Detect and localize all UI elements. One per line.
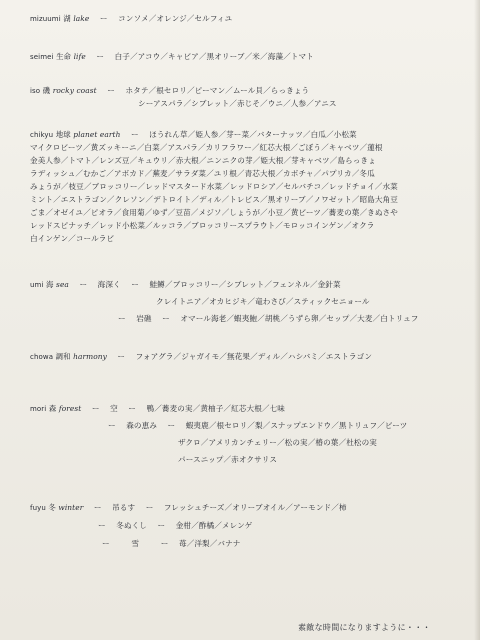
course-english: sea — [56, 280, 69, 289]
course-english: harmony — [73, 352, 107, 361]
dash: ー — [96, 52, 105, 61]
sub-label: 空 — [110, 404, 118, 413]
course-romaji: chikyu — [30, 131, 54, 139]
course-items: コンソメ／オレンジ／セルフィユ — [118, 14, 233, 23]
dash: ー — [98, 521, 106, 530]
dash: ー — [102, 539, 110, 548]
course-english: life — [73, 52, 86, 61]
dash: ー — [160, 539, 169, 548]
course-romaji: umi — [30, 281, 44, 289]
course-heading-chikyu — [30, 130, 357, 140]
course-kanji: 冬 — [48, 503, 56, 512]
course-kanji: 磯 — [42, 86, 51, 95]
course-heading-mori — [30, 404, 285, 414]
dash: ー — [130, 130, 139, 139]
course-heading-mizuumi — [30, 14, 232, 24]
course-items-continued: パースニップ／赤オクサリス — [178, 455, 278, 464]
course-kanji: 湖 — [63, 14, 71, 23]
course-romaji: mori — [30, 405, 47, 413]
course-items: ほうれん草／姫人参／芽ー菜／バターナッツ／白瓜／小松菜 — [149, 130, 357, 139]
dash: ー — [131, 280, 139, 289]
dash: ー — [108, 421, 116, 430]
dash: ー — [118, 314, 126, 323]
course-kanji: 調和 — [55, 352, 71, 361]
course-items-continued: 白インゲン／コールラビ — [30, 234, 115, 243]
course-items: 鮭鱒／ブロッコリー／シブレット／フェンネル／金針菜 — [149, 280, 341, 289]
dash: ー — [145, 503, 154, 512]
course-items-continued: ザクロ／アメリカンチェリー／松の実／椿の葉／杜松の実 — [178, 438, 377, 447]
course-items-continued: シーアスパラ／シブレット／赤じそ／ウニ／人参／アニス — [138, 99, 337, 108]
course-items: ホタテ／根セロリ／ピーマン／ムール貝／らっきょう — [125, 86, 310, 95]
course-items: 鴨／蕎麦の実／黄柚子／紅芯大根／七味 — [146, 404, 285, 413]
course-romaji: fuyu — [30, 504, 46, 512]
sub-label: 岩礁 — [136, 314, 152, 323]
course-english: planet earth — [73, 130, 121, 139]
dash: ー — [91, 404, 100, 413]
course-items-continued: みょうが／枝豆／ブロッコリー／レッドマスタード水菜／レッドロシア／セルバチコ／レッドチョイ／水菜 — [30, 182, 398, 191]
course-items-continued: ラディッシュ／むかご／アボカド／蕪麦／サラダ菜／ユリ根／青芯大根／カボチャ／パプリカ／冬瓜 — [30, 169, 375, 178]
course-heading-iso — [30, 86, 309, 96]
page-edge-shadow — [474, 0, 480, 640]
sub-course-yuki — [94, 539, 241, 549]
dash: ー — [93, 503, 102, 512]
course-romaji: mizuumi — [30, 15, 61, 23]
course-heading-umi — [30, 280, 341, 290]
course-items: 苺／洋梨／バナナ — [178, 539, 241, 548]
course-romaji: chowa — [30, 353, 54, 361]
dash: ー — [117, 352, 126, 361]
course-romaji: iso — [30, 87, 41, 95]
sub-course-mori-no-megumi — [100, 421, 407, 431]
dash: ー — [157, 521, 166, 530]
course-items: フレッシュチーズ／オリーブオイル／アーモンド／柿 — [163, 503, 347, 512]
course-heading-fuyu — [30, 503, 347, 513]
course-kanji: 地球 — [55, 130, 71, 139]
sub-label: 海深く — [97, 280, 121, 289]
sub-course-gansho — [110, 314, 418, 324]
course-items-continued: ミント／エストラゴン／クレソン／デトロイト／ディル／トレビス／黒オリーブ／ノワゼット／昭島大角豆 — [30, 195, 398, 204]
course-items: 白子／アコウ／キャビア／黒オリーブ／米／海藻／トマト — [114, 52, 314, 61]
dash: ー — [162, 314, 170, 323]
sub-label: 雪 — [131, 539, 140, 548]
course-kanji: 森 — [48, 404, 57, 413]
course-romaji: seimei — [30, 53, 54, 61]
course-items: 金柑／酢橘／メレンゲ — [175, 521, 253, 530]
sub-course-fuyu-nukushi — [90, 521, 252, 531]
course-items: オマール海老／蝦夷鮑／胡桃／うずら卵／セップ／大麦／白トリュフ — [180, 314, 419, 323]
course-kanji: 生命 — [56, 52, 72, 61]
course-kanji: 海 — [46, 280, 54, 289]
course-heading-chowa — [30, 352, 372, 362]
sub-label: 冬ぬくし — [116, 521, 147, 530]
sub-label: 森の恵み — [126, 421, 157, 430]
course-items-continued: ごま／オゼイユ／ピオラ／食用菊／ゆず／豆苗／メジソ／しょうが／小豆／黄ビーツ／蕎麦の葉／きぬさや — [30, 208, 398, 217]
course-items-continued: レッドスピナッチ／レッド小松菜／ルッコラ／ブロッコリースプラウト／モロッコインゲン／オクラ — [30, 221, 375, 230]
course-english: lake — [73, 14, 90, 23]
dash: ー — [107, 86, 115, 95]
dash: ー — [79, 280, 88, 289]
course-english: winter — [58, 503, 84, 512]
closing-message: 素敵な時間になりますように・・・ — [298, 623, 431, 632]
course-items-continued: 金美人参／トマト／レンズ豆／キュウリ／赤大根／ニンニクの芽／姫大根／芽キャベツ／島らっきょ — [30, 156, 376, 165]
sub-label: 吊るす — [112, 503, 136, 512]
course-items: 蝦夷鹿／根セロリ／梨／スナップエンドウ／黒トリュフ／ビーツ — [185, 421, 408, 430]
dash: ー — [167, 421, 176, 430]
course-english: forest — [58, 404, 82, 413]
dash: ー — [128, 404, 136, 413]
course-heading-seimei — [30, 52, 314, 62]
course-items-continued: マイクロビーツ／黄ズッキーニ／白菜／アスパラ／カリフラワー／紅芯大根／ごぼう／キャベツ／蓮根 — [30, 143, 383, 152]
dash: ー — [99, 14, 108, 23]
course-english: rocky coast — [52, 86, 97, 95]
course-items: フォアグラ／ジャガイモ／無花果／ディル／ハシバミ／エストラゴン — [135, 352, 373, 361]
course-items-continued: クレイトニア／オカヒジキ／竜わさび／スティックセニョール — [156, 297, 370, 306]
